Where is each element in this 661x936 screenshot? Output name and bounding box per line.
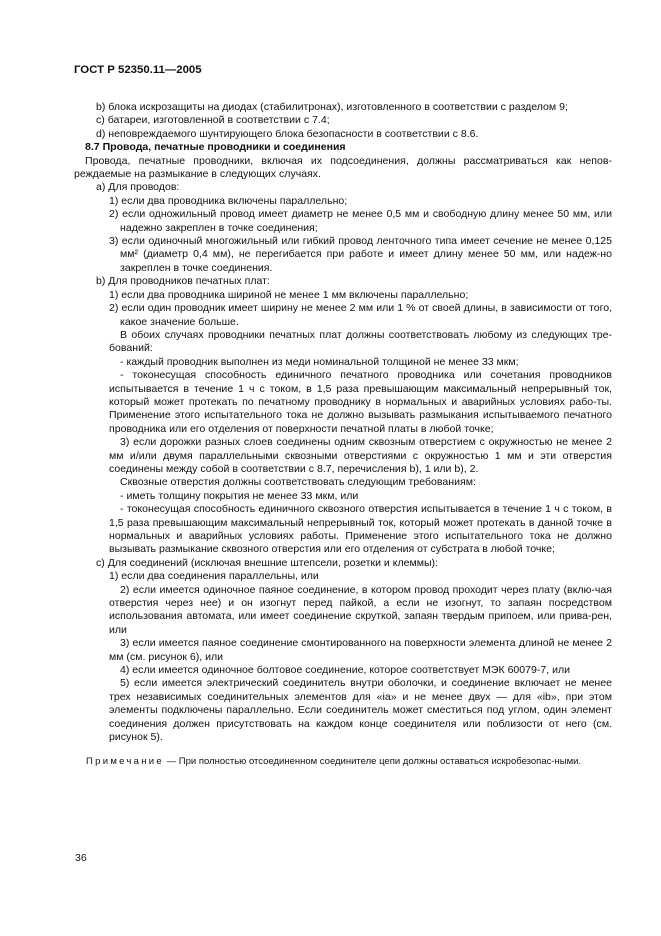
page-number: 36 [75, 852, 87, 864]
paragraph: b) Для проводников печатных плат: [96, 275, 270, 288]
note-paragraph [74, 755, 612, 768]
paragraph: - токонесущая способность единичного сквозного отверстия испытывается в течение 1 ч с током, в 1,5 раза превышающим максимальный непрерывный ток, который может протекать в данной точке в нормальных и аварийных условиях работы. Применение этого испытательного тока не должно вызывать размыкание сквозного отверстия или его отделения от субстрата в любой точке; [109, 503, 612, 556]
paragraph: 2) если один проводник имеет ширину не менее 2 мм или 1 % от своей длины, в зависимости от того, какое значение больше. [109, 302, 612, 328]
paragraph: 1) если два соединения параллельны, или [109, 570, 319, 583]
paragraph: Сквозные отверстия должны соответствовать следующим требованиям: [120, 476, 476, 489]
paragraph: 4) если имеется одиночное болтовое соединение, которое соответствует МЭК 60079-7, или [120, 664, 571, 677]
section-heading: 8.7 Провода, печатные проводники и соединения [85, 141, 346, 154]
paragraph: 2) если одножильный провод имеет диаметр не менее 0,5 мм и свободную длину менее 50 мм, или надежно закреплен в точке соединения; [109, 208, 612, 234]
paragraph: a) Для проводов: [96, 181, 180, 194]
paragraph: b) блока искрозащиты на диодах (стабилитронах), изготовленного в соответствии с разделом 9; [96, 101, 568, 113]
paragraph: 5) если имеется электрический соединитель внутри оболочки, и соединение включает не менее трех независимых соединительных элементов для «ia» и не менее двух — для «ib», при этом элементы подключены параллельно. Если соединитель может сместиться под углом, один элемент соединения должен присутствовать на каждом конце соединителя или поблизости от него (см. рисунок 5). [109, 677, 612, 744]
paragraph: - токонесущая способность единичного печатного проводника или сочетания проводников испытывается в течение 1 ч с током, в 1,5 раза превышающим максимальный непрерывный ток, который может протекать по печатному проводнику в нормальных и аварийных условиях рабо-ты. Применение этого испытательного тока не должно вызывать размыкания испытываемого печатного проводника или его отделения от поверхности печатной платы в любой точке; [109, 369, 612, 435]
note-text: — При полностью отсоединенном соединителе цепи должны оставаться искробезопас-ными. [164, 755, 582, 767]
paragraph: 3) если одиночный многожильный или гибкий провод ленточного типа имеет сечение не менее 0,125 мм² (диаметр 0,4 мм), не перегибается при работе и имеет длину менее 50 мм, или надеж-но закреплен в точке соединения. [109, 235, 612, 274]
paragraph: - иметь толщину покрытия не менее 33 мкм, или [120, 489, 359, 502]
paragraph: c) Для соединений (исключая внешние штепсели, розетки и клеммы): [96, 556, 438, 569]
paragraph: c) батареи, изготовленной в соответствии с 7.4; [96, 114, 330, 127]
note-label: Примечание [86, 755, 164, 767]
paragraph: - каждый проводник выполнен из меди номинальной толщиной не менее 33 мкм; [120, 355, 519, 368]
paragraph: 1) если два проводника шириной не менее 1 мм включены параллельно; [109, 288, 469, 301]
paragraph: d) неповреждаемого шунтирующего блока безопасности в соответствии с 8.6. [96, 127, 479, 140]
paragraph: 1) если два проводника включены параллельно; [109, 194, 348, 207]
text-blocks [74, 101, 612, 745]
paragraph: В обоих случаях проводники печатных плат должны соответствовать любому из следующих тре-бований: [109, 328, 612, 355]
paragraph: 3) если имеется паяное соединение смонтированного на поверхности элемента длиной не менее 2 мм (см. рисунок 6), или [109, 637, 612, 663]
paragraph: Провода, печатные проводники, включая их подсоединения, должны рассматриваться как непов-реждаемые на размыкание в следующих случаях. [74, 154, 612, 181]
paragraph: 2) если имеется одиночное паяное соединение, в котором провод проходит через плату (вклю-чая отверстия через нее) и он изогнут перед пайкой, а если не изогнут, то запаян посредством использования автомата, или имеет соединение скруткой, запаян твердым припоем, или прива-рен, или [109, 583, 612, 636]
paragraph: 3) если дорожки разных слоев соединены одним сквозным отверстием с окружностью не менее 2 мм и/или двумя параллельными сквозными отверстиями с окружностью 1 мм и эти отверстия соединены между собой в соответствии с 8.7, перечисления b), 1 или b), 2. [109, 436, 612, 475]
page-body [74, 101, 612, 768]
document-header: ГОСТ Р 52350.11—2005 [74, 64, 202, 76]
